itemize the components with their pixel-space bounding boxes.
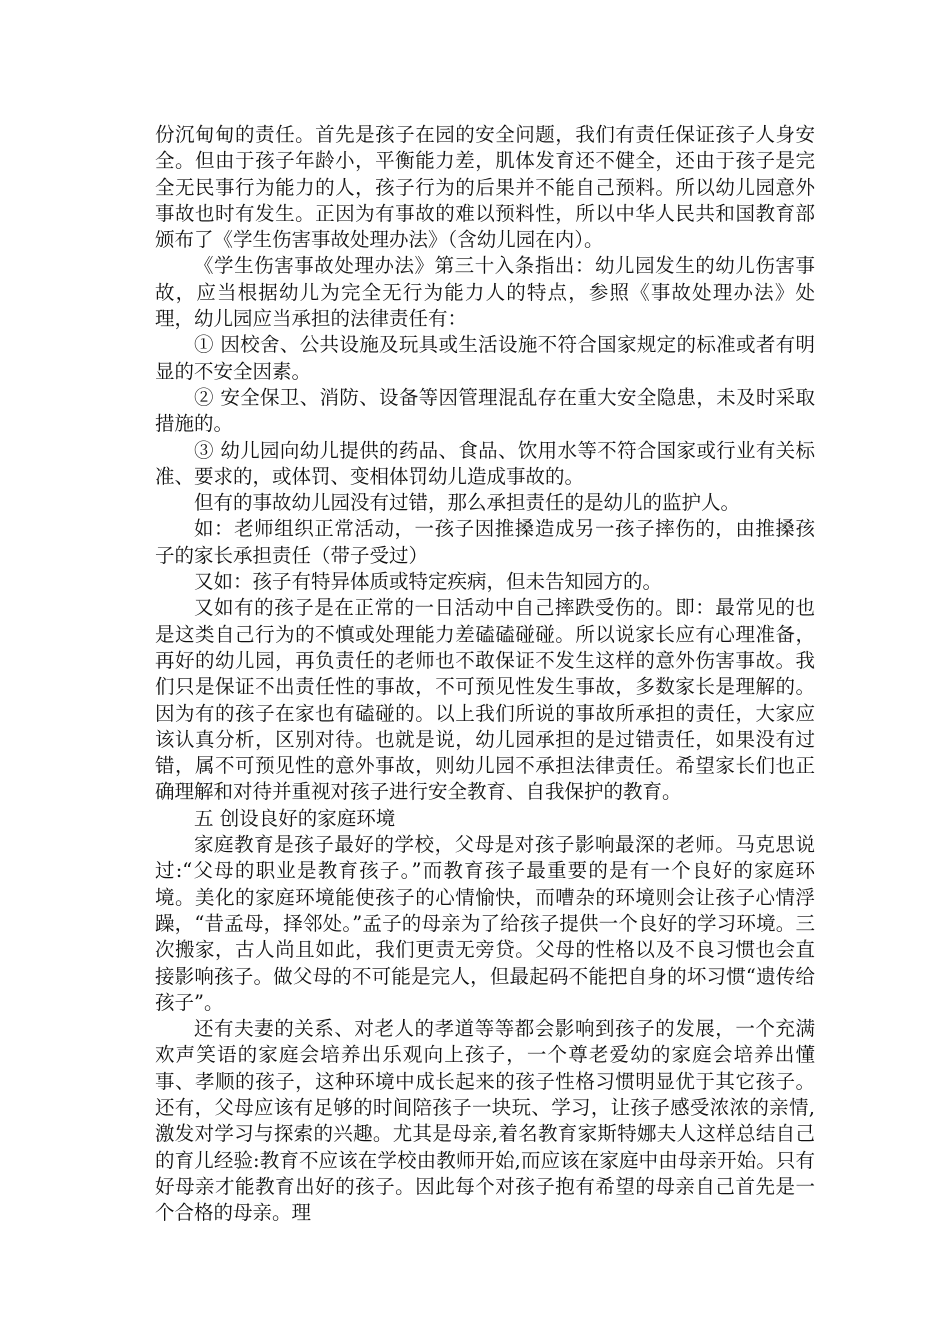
paragraph-3: ① 因校舍、公共设施及玩具或生活设施不符合国家规定的标准或者有明显的不安全因素。 (155, 333, 815, 383)
paragraph-8: 又如：孩子有特异体质或特定疾病，但未告知园方的。 (194, 570, 663, 594)
paragraph-7: 如：老师组织正常活动，一孩子因推搡造成另一孩子摔伤的，由推搡孩子的家长承担责任（带子受过） (155, 517, 815, 567)
paragraph-6: 但有的事故幼儿园没有过错，那么承担责任的是幼儿的监护人。 (194, 491, 741, 515)
paragraph-12: 还有夫妻的关系、对老人的孝道等等都会影响到孩子的发展，一个充满欢声笑语的家庭会培养出乐观向上孩子，一个尊老爱幼的家庭会培养出懂事、孝顺的孩子，这种环境中成长起来的孩子性格习惯明显优于其它孩子。还有，父母应该有足够的时间陪孩子一块玩、学习，让孩子感受浓浓的亲情,激发对学习与探索的兴趣。尤其是母亲,着名教育家斯特娜夫人这样总结自己的育儿经验:教育不应该在学校由教师开始,而应该在家庭中由母亲开始。只有好母亲才能教育出好的孩子。因此每个对孩子抱有希望的母亲自己首先是一个合格的母亲。理 (155, 1017, 815, 1225)
section-heading: 五 创设良好的家庭环境 (194, 806, 396, 830)
paragraph-2: 《学生伤害事故处理办法》第三十入条指出：幼儿园发生的幼儿伤害事故，应当根据幼儿为完全无行为能力人的特点，参照《事故处理办法》处理，幼儿园应当承担的法律责任有： (155, 254, 815, 331)
paragraph-1: 份沉甸甸的责任。首先是孩子在园的安全问题，我们有责任保证孩子人身安全。但由于孩子年龄小，平衡能力差，肌体发育还不健全，还由于孩子是完全无民事行为能力的人，孩子行为的后果并不能自己预料。所以幼儿园意外事故也时有发生。正因为有事故的难以预料性，所以中华人民共和国教育部颁布了《学生伤害事故处理办法》（含幼儿园在内）。 (155, 123, 815, 252)
paragraph-9: 又如有的孩子是在正常的一日活动中自己摔跌受伤的。即：最常见的也是这类自己行为的不慎或处理能力差磕磕碰碰。所以说家长应有心理准备，再好的幼儿园，再负责任的老师也不敢保证不发生这样的意外伤害事故。我们只是保证不出责任性的事故，不可预见性发生事故，多数家长是理解的。因为有的孩子在家也有磕碰的。以上我们所说的事故所承担的责任，大家应该认真分析，区别对待。也就是说，幼儿园承担的是过错责任，如果没有过错，属不可预见性的意外事故，则幼儿园不承担法律责任。希望家长们也正确理解和对待并重视对孩子进行安全教育、自我保护的教育。 (155, 596, 815, 804)
paragraph-11: 家庭教育是孩子最好的学校，父母是对孩子影响最深的老师。马克思说过:“父母的职业是教育孩子。”而教育孩子最重要的是有一个良好的家庭环境。美化的家庭环境能使孩子的心情愉快，而嘈杂的环境则会让孩子心情浮躁，“昔孟母，择邻处。”孟子的母亲为了给孩子提供一个良好的学习环境。三次搬家，古人尚且如此，我们更责无旁贷。父母的性格以及不良习惯也会直接影响孩子。做父母的不可能是完人，但最起码不能把自身的坏习惯“遗传给孩子”。 (155, 833, 815, 1014)
paragraph-4: ② 安全保卫、消防、设备等因管理混乱存在重大安全隐患，未及时采取措施的。 (155, 385, 815, 436)
paragraph-5: ③ 幼儿园向幼儿提供的药品、食品、饮用水等不符合国家或行业有关标准、要求的，或体罚、变相体罚幼儿造成事故的。 (155, 438, 815, 488)
document-page (155, 122, 815, 1226)
